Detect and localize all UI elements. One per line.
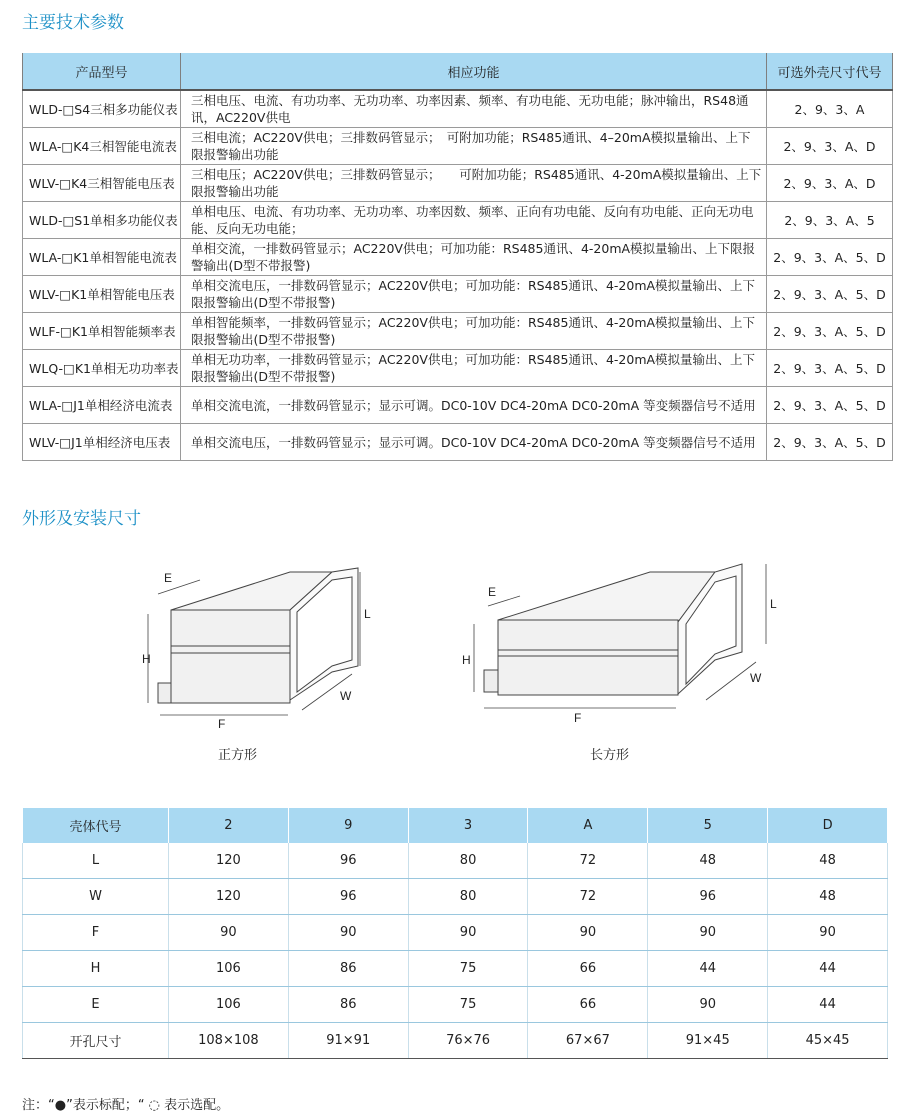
header-case-5: 5 [648,808,768,843]
spec-model-cell: WLA-□K4三相智能电流表 [23,128,181,165]
spec-function-cell: 单相交流电压，一排数码管显示；显示可调。DC0-10V DC4-20mA DC0-20mA 等变频器信号不适用 [181,424,767,461]
spec-codes-cell: 2、9、3、A、5、D [767,276,893,313]
dimension-value-cell: 76×76 [408,1023,528,1059]
dimension-row [23,951,888,987]
dimension-value-cell: 72 [528,879,648,915]
dimension-value-cell: 48 [768,843,888,879]
spec-function-cell: 单相电压、电流、有功功率、无功功率、功率因数、频率、正向有功电能、反向有功电能、正向无功电能、反向无功电能； [181,202,767,239]
dimension-label-cell: 开孔尺寸 [23,1023,169,1059]
dimension-value-cell: 67×67 [528,1023,648,1059]
label-rect-F: F [574,711,582,725]
spec-row [23,350,893,387]
header-case-9: 9 [288,808,408,843]
header-model: 产品型号 [23,53,181,90]
dimension-value-cell: 96 [288,843,408,879]
footnote: 注：“●”表示标配；“ ◌ 表示选配。 [22,1098,230,1113]
square-case-diagram [140,560,380,730]
header-case-2: 2 [169,808,289,843]
spec-codes-cell: 2、9、3、A、5、D [767,313,893,350]
spec-row [23,239,893,276]
caption-square: 正方形 [218,748,258,763]
spec-model-cell: WLV-□J1单相经济电压表 [23,424,181,461]
header-case-3: 3 [408,808,528,843]
spec-table-header [23,53,893,90]
dimension-value-cell: 96 [288,879,408,915]
spec-codes-cell: 2、9、3、A、5、D [767,350,893,387]
dimension-value-cell: 72 [528,843,648,879]
dimension-value-cell: 44 [768,987,888,1023]
spec-row [23,202,893,239]
dimension-value-cell: 44 [768,951,888,987]
dimension-label-cell: W [23,879,169,915]
dimensions-table [22,808,888,1059]
header-codes: 可选外壳尺寸代号 [767,53,893,90]
spec-model-cell: WLD-□S4三相多功能仪表 [23,90,181,128]
section-title-specs: 主要技术参数 [22,13,124,33]
dimension-value-cell: 91×45 [648,1023,768,1059]
dimension-value-cell: 48 [648,843,768,879]
dimension-value-cell: 90 [768,915,888,951]
spec-model-cell: WLV-□K1单相智能电压表 [23,276,181,313]
dimension-value-cell: 90 [648,987,768,1023]
spec-function-cell: 单相交流电压，一排数码管显示；AC220V供电；可加功能：RS485通讯、4-20mA模拟量输出、上下限报警输出(D型不带报警) [181,276,767,313]
spec-row [23,387,893,424]
dimension-value-cell: 120 [169,879,289,915]
dimension-value-cell: 48 [768,879,888,915]
spec-codes-cell: 2、9、3、A、D [767,165,893,202]
rect-case-diagram [460,560,790,730]
label-rect-E: E [488,585,497,599]
dimension-value-cell: 44 [648,951,768,987]
spec-model-cell: WLA-□J1单相经济电流表 [23,387,181,424]
spec-codes-cell: 2、9、3、A、5、D [767,424,893,461]
header-case-code: 壳体代号 [23,808,169,843]
dimensions-table-header [23,808,888,843]
spec-row [23,90,893,128]
spec-function-cell: 三相电流；AC220V供电；三排数码管显示； 可附加功能；RS485通讯、4–20mA模拟量输出、上下限报警输出功能 [181,128,767,165]
label-square-E: E [164,571,173,585]
dimension-label-cell: E [23,987,169,1023]
dimension-value-cell: 66 [528,951,648,987]
dimension-value-cell: 66 [528,987,648,1023]
spec-model-cell: WLQ-□K1单相无功功率表 [23,350,181,387]
label-square-H: H [142,652,151,666]
dimension-value-cell: 91×91 [288,1023,408,1059]
spec-codes-cell: 2、9、3、A、5、D [767,387,893,424]
dimension-value-cell: 106 [169,987,289,1023]
dimension-value-cell: 120 [169,843,289,879]
spec-codes-cell: 2、9、3、A、5 [767,202,893,239]
dimension-value-cell: 90 [169,915,289,951]
label-rect-H: H [462,653,471,667]
dimension-value-cell: 90 [528,915,648,951]
dimension-row [23,915,888,951]
section-title-dimensions: 外形及安装尺寸 [22,509,141,529]
dimension-value-cell: 45×45 [768,1023,888,1059]
dimension-label-cell: H [23,951,169,987]
spec-model-cell: WLA-□K1单相智能电流表 [23,239,181,276]
dimension-value-cell: 108×108 [169,1023,289,1059]
spec-function-cell: 单相智能频率，一排数码管显示；AC220V供电；可加功能：RS485通讯、4-20mA模拟量输出、上下限报警输出(D型不带报警) [181,313,767,350]
spec-row [23,313,893,350]
dimension-row [23,843,888,879]
spec-codes-cell: 2、9、3、A、5、D [767,239,893,276]
dimension-value-cell: 86 [288,987,408,1023]
spec-model-cell: WLD-□S1单相多功能仪表 [23,202,181,239]
spec-function-cell: 单相交流，一排数码管显示；AC220V供电；可加功能：RS485通讯、4-20mA模拟量输出、上下限报警输出(D型不带报警) [181,239,767,276]
header-case-A: A [528,808,648,843]
dimension-value-cell: 80 [408,879,528,915]
caption-rect: 长方形 [590,748,630,763]
spec-function-cell: 单相交流电流，一排数码管显示；显示可调。DC0-10V DC4-20mA DC0-20mA 等变频器信号不适用 [181,387,767,424]
spec-table [22,53,893,461]
dimension-label-cell: L [23,843,169,879]
label-square-F: F [218,717,226,730]
dimension-row [23,987,888,1023]
dimension-row [23,1023,888,1059]
dimension-value-cell: 90 [648,915,768,951]
spec-row [23,165,893,202]
dimension-value-cell: 90 [288,915,408,951]
label-rect-W: W [750,671,762,685]
dimension-value-cell: 106 [169,951,289,987]
header-function: 相应功能 [181,53,767,90]
label-rect-L: L [770,597,777,611]
dimension-value-cell: 75 [408,951,528,987]
spec-function-cell: 三相电压、电流、有功功率、无功功率、功率因素、频率、有功电能、无功电能；脉冲输出，RS48通讯，AC220V供电 [181,90,767,128]
spec-row [23,424,893,461]
dimension-label-cell: F [23,915,169,951]
spec-row [23,276,893,313]
spec-model-cell: WLF-□K1单相智能频率表 [23,313,181,350]
dimension-row [23,879,888,915]
spec-model-cell: WLV-□K4三相智能电压表 [23,165,181,202]
spec-row [23,128,893,165]
label-square-L: L [364,607,371,621]
spec-function-cell: 三相电压；AC220V供电；三排数码管显示； 可附加功能；RS485通讯、4-20mA模拟量输出、上下限报警输出功能 [181,165,767,202]
spec-function-cell: 单相无功功率，一排数码管显示；AC220V供电；可加功能：RS485通讯、4-20mA模拟量输出、上下限报警输出(D型不带报警) [181,350,767,387]
dimension-value-cell: 80 [408,843,528,879]
dimension-value-cell: 96 [648,879,768,915]
spec-codes-cell: 2、9、3、A、D [767,128,893,165]
dimension-value-cell: 86 [288,951,408,987]
dimension-value-cell: 90 [408,915,528,951]
label-square-W: W [340,689,352,703]
spec-codes-cell: 2、9、3、A [767,90,893,128]
header-case-D: D [768,808,888,843]
dimension-value-cell: 75 [408,987,528,1023]
